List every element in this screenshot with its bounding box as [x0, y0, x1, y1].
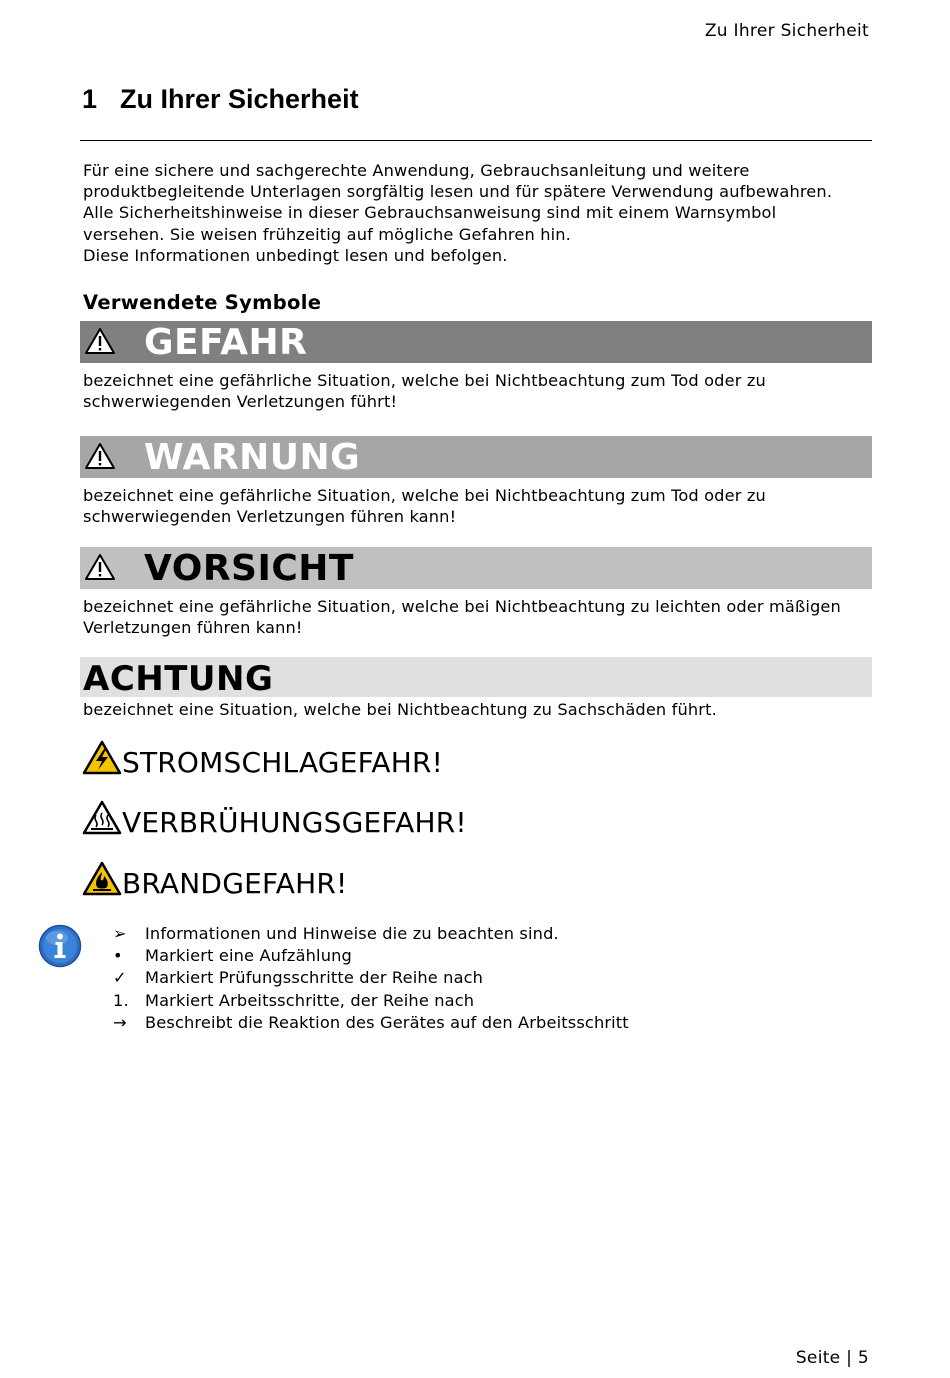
list-item-text: Markiert Arbeitsschritte, der Reihe nach [145, 990, 475, 1010]
intro-paragraph: Diese Informationen unbedingt lesen und befolgen. [83, 245, 508, 265]
chapter-title: Zu Ihrer Sicherheit [120, 84, 359, 114]
caution-description: bezeichnet eine gefährliche Situation, welche bei Nichtbeachtung zu leichten oder mäßigen Verletzungen führen kann! [83, 597, 841, 638]
heading-rule [80, 140, 872, 141]
warning-triangle-icon [84, 442, 116, 470]
right-arrow-marker: → [113, 1012, 127, 1032]
symbols-heading: Verwendete Symbole [83, 291, 322, 314]
list-item [113, 945, 629, 967]
arrowhead-marker: ➢ [113, 924, 127, 943]
hot-surface-warning-icon [82, 800, 122, 836]
running-header: Zu Ihrer Sicherheit [704, 21, 869, 41]
page-number: Seite | 5 [795, 1348, 869, 1368]
list-item-text: Informationen und Hinweise die zu beachten sind. [145, 924, 559, 943]
list-item-text: Markiert eine Aufzählung [145, 946, 352, 966]
bullet-marker: • [113, 946, 123, 966]
fire-label: BRANDGEFAHR! [122, 867, 348, 900]
danger-label: GEFAHR [144, 322, 308, 363]
list-item-text: Markiert Prüfungsschritte der Reihe nach [145, 968, 484, 988]
danger-description: bezeichnet eine gefährliche Situation, welche bei Nichtbeachtung zum Tod oder zu schwerwiegenden Verletzungen führt! [83, 371, 766, 412]
warning-triangle-icon [84, 327, 116, 355]
intro-text [83, 160, 863, 266]
electric-shock-warning-icon [82, 740, 122, 776]
list-item [113, 1012, 629, 1034]
caution-banner [80, 547, 872, 589]
electric-shock-label: STROMSCHLAGEFAHR! [122, 746, 444, 779]
intro-paragraph: Alle Sicherheitshinweise in dieser Gebrauchsanweisung sind mit einem Warnsymbol versehen. Sie weisen frühzeitig auf mögliche Gefahren hin. [83, 203, 777, 244]
chapter-heading [82, 84, 359, 115]
fire-warning-icon [82, 861, 122, 897]
warning-triangle-icon [84, 553, 116, 581]
checkmark-marker: ✓ [113, 968, 127, 988]
warning-banner [80, 436, 872, 478]
list-item [113, 990, 629, 1012]
list-item [113, 923, 629, 945]
chapter-number: 1 [82, 84, 98, 114]
number-marker: 1. [113, 990, 129, 1010]
notice-description: bezeichnet eine Situation, welche bei Nichtbeachtung zu Sachschäden führt. [83, 700, 717, 719]
intro-paragraph: Für eine sichere und sachgerechte Anwendung, Gebrauchsanleitung und weitere produktbegleitende Unterlagen sorgfältig lesen und für spätere Verwendung aufbewahren. [83, 161, 833, 202]
warning-label: WARNUNG [144, 437, 361, 478]
notice-banner [80, 657, 872, 697]
list-item [113, 967, 629, 989]
notice-label: ACHTUNG [83, 659, 274, 699]
warning-description: bezeichnet eine gefährliche Situation, welche bei Nichtbeachtung zum Tod oder zu schwerwiegenden Verletzungen führen kann! [83, 486, 766, 527]
info-icon [38, 924, 82, 968]
danger-banner [80, 321, 872, 363]
symbol-legend-list [113, 923, 629, 1034]
caution-label: VORSICHT [144, 548, 354, 589]
scald-label: VERBRÜHUNGSGEFAHR! [122, 806, 467, 839]
list-item-text: Beschreibt die Reaktion des Gerätes auf den Arbeitsschritt [145, 1012, 629, 1032]
